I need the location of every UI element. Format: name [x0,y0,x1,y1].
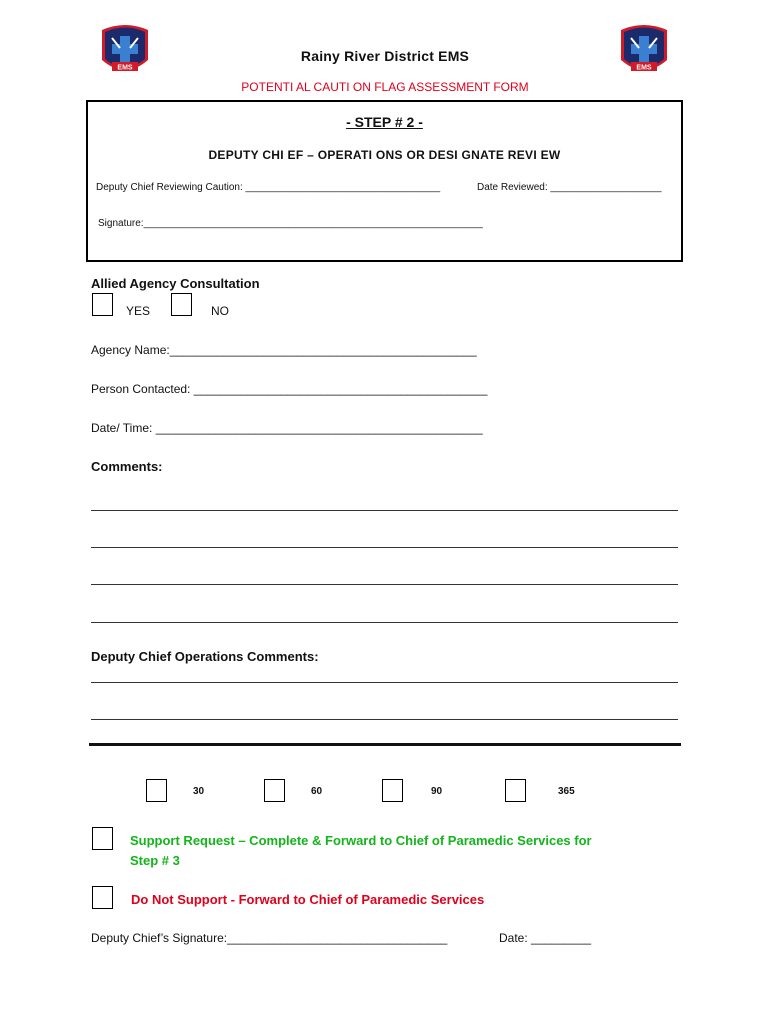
duration-90-label: 90 [431,786,443,797]
deputy-comments-heading: Deputy Chief Operations Comments: [91,649,319,664]
duration-30-label: 30 [193,786,205,797]
page-title: Rainy River District EMS [300,48,470,64]
yes-label: YES [126,304,151,318]
comment-line[interactable] [91,547,678,548]
agency-name-field[interactable]: Agency Name:______________________________________________ [91,343,477,357]
yes-checkbox[interactable] [92,293,113,316]
no-label: NO [211,304,229,318]
support-request-label-line2: Step # 3 [130,853,180,868]
duration-30-checkbox[interactable] [146,779,167,802]
logo-text: EMS [636,64,652,72]
date-reviewed-field[interactable]: Date Reviewed: ____________________ [477,182,662,193]
deputy-comment-line[interactable] [91,682,678,683]
deputy-comment-line[interactable] [91,719,678,720]
section-divider [89,743,681,746]
deputy-signature-field[interactable]: Deputy Chief’s Signature:_________________________________ [91,931,448,945]
signature-field[interactable]: Signature:_____________________________________________________________ [98,218,483,229]
reviewing-caution-field[interactable]: Deputy Chief Reviewing Caution: ___________________________________ [96,182,441,193]
duration-365-label: 365 [558,786,575,797]
comment-line[interactable] [91,510,678,511]
duration-365-checkbox[interactable] [505,779,526,802]
duration-60-label: 60 [311,786,323,797]
allied-heading: Allied Agency Consultation [91,276,260,291]
form-subtitle: POTENTI AL CAUTI ON FLAG ASSESSMENT FORM [241,80,529,94]
support-request-checkbox[interactable] [92,827,113,850]
review-heading: DEPUTY CHI EF – OPERATI ONS OR DESI GNATE REVI EW [208,148,561,162]
support-request-label: Support Request – Complete & Forward to Chief of Paramedic Services for [130,833,592,848]
duration-90-checkbox[interactable] [382,779,403,802]
step-label: - STEP # 2 - [346,114,423,130]
logo-text: EMS [117,64,133,72]
no-checkbox[interactable] [171,293,192,316]
person-contacted-field[interactable]: Person Contacted: ____________________________________________ [91,382,488,396]
comment-line[interactable] [91,584,678,585]
date-time-field[interactable]: Date/ Time: _________________________________________________ [91,421,483,435]
footer-date-field[interactable]: Date: _________ [499,931,592,945]
comments-heading: Comments: [91,459,163,474]
step-box [86,100,683,262]
do-not-support-label: Do Not Support - Forward to Chief of Paramedic Services [131,892,485,907]
duration-60-checkbox[interactable] [264,779,285,802]
comment-line[interactable] [91,622,678,623]
do-not-support-checkbox[interactable] [92,886,113,909]
